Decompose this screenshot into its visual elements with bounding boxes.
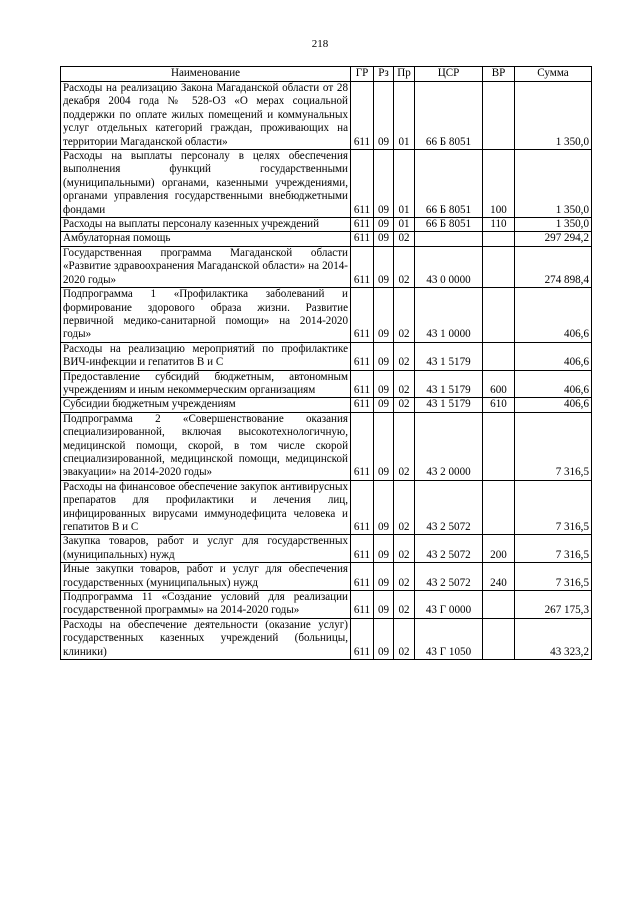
table-row (61, 218, 592, 232)
cell-pr: 02 (394, 591, 415, 619)
cell-name: Амбулаторная помощь (61, 232, 351, 246)
cell-vr (483, 618, 515, 659)
header-name: Наименование (61, 67, 351, 82)
cell-gr: 611 (351, 342, 374, 370)
header-csr: ЦСР (415, 67, 483, 82)
cell-name: Закупка товаров, работ и услуг для государственных (муниципальных) нужд (61, 535, 351, 563)
cell-rz: 09 (374, 563, 394, 591)
cell-vr: 200 (483, 535, 515, 563)
table-row (61, 288, 592, 343)
cell-pr: 02 (394, 232, 415, 246)
cell-name: Расходы на реализацию мероприятий по профилактике ВИЧ-инфекции и гепатитов В и С (61, 342, 351, 370)
cell-gr: 611 (351, 563, 374, 591)
cell-csr: 66 Б 8051 (415, 150, 483, 218)
cell-sum: 7 316,5 (515, 412, 592, 480)
table-row (61, 342, 592, 370)
cell-csr: 43 2 5072 (415, 563, 483, 591)
cell-csr: 43 1 5179 (415, 398, 483, 412)
cell-vr (483, 412, 515, 480)
cell-vr: 610 (483, 398, 515, 412)
cell-pr: 02 (394, 480, 415, 535)
cell-rz: 09 (374, 618, 394, 659)
cell-vr (483, 342, 515, 370)
cell-name: Предоставление субсидий бюджетным, автономным учреждениям и иным некоммерческим организациям (61, 370, 351, 398)
cell-sum: 1 350,0 (515, 82, 592, 150)
cell-gr: 611 (351, 618, 374, 659)
cell-csr: 43 Г 0000 (415, 591, 483, 619)
cell-csr: 66 Б 8051 (415, 218, 483, 232)
cell-vr (483, 232, 515, 246)
cell-name: Расходы на обеспечение деятельности (оказание услуг) государственных казенных учреждений (больницы, клиники) (61, 618, 351, 659)
cell-rz: 09 (374, 246, 394, 287)
cell-gr: 611 (351, 288, 374, 343)
cell-csr: 43 1 5179 (415, 342, 483, 370)
cell-sum: 1 350,0 (515, 218, 592, 232)
cell-name: Государственная программа Магаданской области «Развитие здравоохранения Магаданской области» на 2014-2020 годы» (61, 246, 351, 287)
cell-sum: 406,6 (515, 288, 592, 343)
cell-sum: 7 316,5 (515, 563, 592, 591)
cell-sum: 43 323,2 (515, 618, 592, 659)
cell-vr: 100 (483, 150, 515, 218)
header-rz: Рз (374, 67, 394, 82)
cell-rz: 09 (374, 398, 394, 412)
cell-pr: 02 (394, 618, 415, 659)
budget-table (60, 66, 592, 660)
cell-vr (483, 82, 515, 150)
cell-gr: 611 (351, 218, 374, 232)
cell-gr: 611 (351, 412, 374, 480)
cell-sum: 267 175,3 (515, 591, 592, 619)
cell-rz: 09 (374, 535, 394, 563)
cell-gr: 611 (351, 150, 374, 218)
cell-name: Подпрограмма 2 «Совершенствование оказания специализированной, включая высокотехнологичную, медицинской помощи, скорой, в том числе скорой специализированной, медицинской помощи, медицинской эвакуации» на 2014-2020 годы» (61, 412, 351, 480)
cell-sum: 406,6 (515, 370, 592, 398)
cell-name: Расходы на финансовое обеспечение закупок антивирусных препаратов для профилактики и лечения лиц, инфицированных вирусами иммунодефицита человека и гепатитов В и С (61, 480, 351, 535)
table-row (61, 480, 592, 535)
table-row (61, 563, 592, 591)
header-pr: Пр (394, 67, 415, 82)
table-row (61, 618, 592, 659)
cell-sum: 7 316,5 (515, 480, 592, 535)
cell-csr (415, 232, 483, 246)
cell-name: Расходы на выплаты персоналу казенных учреждений (61, 218, 351, 232)
cell-pr: 02 (394, 398, 415, 412)
cell-csr: 43 2 5072 (415, 535, 483, 563)
cell-pr: 02 (394, 563, 415, 591)
cell-vr (483, 591, 515, 619)
cell-rz: 09 (374, 218, 394, 232)
cell-vr (483, 288, 515, 343)
cell-name: Иные закупки товаров, работ и услуг для обеспечения государственных (муниципальных) нужд (61, 563, 351, 591)
cell-pr: 02 (394, 342, 415, 370)
cell-csr: 43 1 0000 (415, 288, 483, 343)
cell-rz: 09 (374, 82, 394, 150)
cell-csr: 43 2 5072 (415, 480, 483, 535)
cell-pr: 02 (394, 370, 415, 398)
cell-pr: 02 (394, 246, 415, 287)
cell-name: Подпрограмма 11 «Создание условий для реализации государственной программы» на 2014-2020 годы» (61, 591, 351, 619)
cell-gr: 611 (351, 246, 374, 287)
cell-csr: 43 0 0000 (415, 246, 483, 287)
table-row (61, 412, 592, 480)
cell-pr: 01 (394, 218, 415, 232)
cell-pr: 02 (394, 535, 415, 563)
cell-sum: 274 898,4 (515, 246, 592, 287)
cell-name: Расходы на выплаты персоналу в целях обеспечения выполнения функций государственными (муниципальными) органами, казенными учреждениями, органами управления государственными внебюджетными фондами (61, 150, 351, 218)
cell-vr: 110 (483, 218, 515, 232)
cell-csr: 43 1 5179 (415, 370, 483, 398)
header-gr: ГР (351, 67, 374, 82)
cell-rz: 09 (374, 342, 394, 370)
table-row (61, 398, 592, 412)
cell-csr: 43 Г 1050 (415, 618, 483, 659)
table-row (61, 232, 592, 246)
cell-sum: 1 350,0 (515, 150, 592, 218)
cell-name: Расходы на реализацию Закона Магаданской области от 28 декабря 2004 года № 528-ОЗ «О мерах социальной поддержки по оплате жилых помещений и коммунальных услуг отдельных категорий граждан, проживающих на территории Магаданской области» (61, 82, 351, 150)
cell-gr: 611 (351, 232, 374, 246)
cell-sum: 406,6 (515, 398, 592, 412)
cell-sum: 297 294,2 (515, 232, 592, 246)
cell-vr: 240 (483, 563, 515, 591)
cell-rz: 09 (374, 591, 394, 619)
table-row (61, 150, 592, 218)
cell-rz: 09 (374, 370, 394, 398)
page-number: 218 (311, 38, 329, 50)
table-header-row (61, 67, 592, 82)
table-row (61, 535, 592, 563)
cell-pr: 02 (394, 288, 415, 343)
cell-sum: 7 316,5 (515, 535, 592, 563)
cell-gr: 611 (351, 370, 374, 398)
table-row (61, 370, 592, 398)
cell-rz: 09 (374, 412, 394, 480)
cell-vr (483, 246, 515, 287)
header-sum: Сумма (515, 67, 592, 82)
table-row (61, 82, 592, 150)
cell-vr: 600 (483, 370, 515, 398)
cell-gr: 611 (351, 480, 374, 535)
cell-pr: 01 (394, 82, 415, 150)
cell-rz: 09 (374, 480, 394, 535)
table-row (61, 591, 592, 619)
cell-sum: 406,6 (515, 342, 592, 370)
cell-name: Субсидии бюджетным учреждениям (61, 398, 351, 412)
table-row (61, 246, 592, 287)
cell-rz: 09 (374, 150, 394, 218)
cell-rz: 09 (374, 288, 394, 343)
cell-pr: 01 (394, 150, 415, 218)
cell-pr: 02 (394, 412, 415, 480)
cell-rz: 09 (374, 232, 394, 246)
header-vr: ВР (483, 67, 515, 82)
cell-gr: 611 (351, 82, 374, 150)
cell-gr: 611 (351, 591, 374, 619)
table-body (61, 82, 592, 660)
cell-gr: 611 (351, 535, 374, 563)
cell-csr: 43 2 0000 (415, 412, 483, 480)
cell-gr: 611 (351, 398, 374, 412)
cell-csr: 66 Б 8051 (415, 82, 483, 150)
cell-vr (483, 480, 515, 535)
cell-name: Подпрограмма 1 «Профилактика заболеваний и формирование здорового образа жизни. Развитие первичной медико-санитарной помощи» на 2014-2020 годы» (61, 288, 351, 343)
